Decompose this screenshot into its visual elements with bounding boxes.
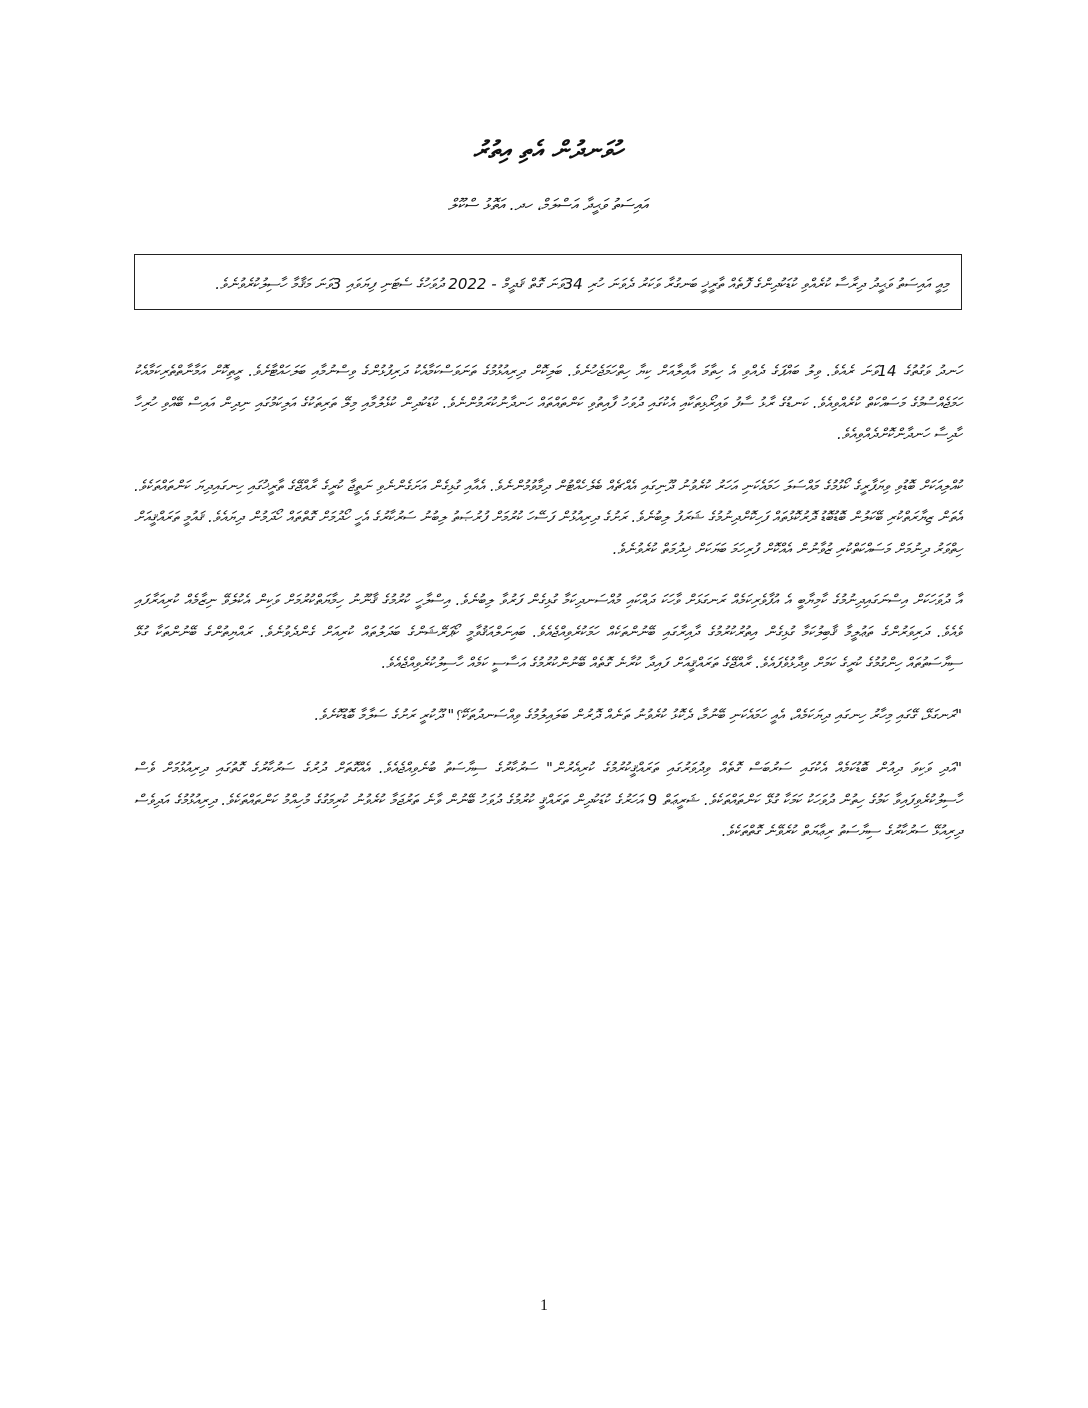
paragraph-3: އާ ދުވަހަކަށް އިސްނަގައިދިނުމުގެ ކާމިޔާބީ އެ އުފާވެރިކަމެއް ރަނގަޅަށް ވާހަކަ ދައްކައި މުއްސަނދިކަމާ ގުޅިގެން ފަރުވާ ލިބުނެވެ. އިސްލާހީ ކުރުމުގެ ޤާނޫނު ހިމާޔަތްކުރުމަށް ވަކިން އެކުލެވޭ ނިޒާމެއް ކުރިއަރާފައި ވެއެވެ. ދަރިވަރުންގެ ތަޢުލީމާ ޤާބިލުކަމާ ގުޅިގެން އިތުރުކުރުމުގެ ދާއިރާގައި ބޭނުންތަކެއް ހަމަކުރެވިއްޖެއެވެ. ބައިނަލްއަޤުވާމީ ކޯޕަރޭޝަންގެ ބަދަލުތައް ކުރިއަށް ގެންދެވުނެވެ. ރައްޔިތުންގެ ބޭނުންތަކާ ގުޅޭ ސިޔާސަތުތައް ހިންގުމުގެ ކުރީގެ ކަމަށް ވިދާޅުވެފައެވެ. ރާއްޖޭގެ ތަރައްޤީއަށް ފައިދާ ކުރާނެ ގޮތެއް ބޭނުންކުރުމުގެ އަސާސީ ކަމެއް ހާސިލުކުރެވިއްޖެއެވެ. <box>134 591 962 672</box>
document-content <box>134 130 962 848</box>
document-title: ހުވަނދުން އެތި އިތުރު <box>473 136 623 164</box>
summary-box: މިއީ އައިސަތު ވަޙީދު ދިރާސާ ކުރެއްވި ކުޑަކުދިންގެ ފޮތެއް ތާރީޚީ ބަނގުރާ ވަކަރު ދެވަނަ ހުރި 34ވަނަ ގޮތް ޤަދީމް - 2022 ދުވަހުގެ ސެޓަނި ފިޔަވައި 3ވަނަ މަޤާމާ ހާސިލުކުރެވުނެވެ. <box>134 254 962 310</box>
paragraph-4: "ރަނގަޅޭ، ގޭގައި މިހާރު ހިނގައި ދިޔަކަމެއް، އެއީ ހަމައެކަނި ބޭނުމާ، ދެކޮޅު ކުރެވުނު ތަނެއް ދޮރުން ބަލައިލުމުގެ ވިއްސަނދުތަކޭ؟" ދޫކުރީ ރަށުގެ ސަލާމާ ބޮޑުކޮށެވެ. <box>314 705 962 724</box>
page-number: 1 <box>540 1297 548 1314</box>
document-subtitle: އައިސަތު ވަޙީދާ އަސްލަމް، ހދ. އަތޮޅު ސްކޫލް <box>447 195 649 214</box>
paragraph-1: ހަނދު ވަގުތުގެ 14ވަނަ ރެއެވެ. ވިލު ބައްޕަގެ ދެއްވި އެ ހިތާމަ އާއިލާއަށް ކިޔާ ހިތްހަމަޖެހުނެވެ. ބަލިކޮށް ދިރިއުޅުމުގެ ތަނަވަސްކަމާއެކު ދަރިފުޅުންގެ ވިސްނުމާއި ބަލަހައްޓާށެވެ. ރީތިކޮށް އަމާނާތްތެރިކަމާއެކު ހަމަޖެއްސުމުގެ މަސައްކަތް ކުރެއްވިއެވެ. ކަނޑުގެ ރާޅު ސާފު ވައިރޯޅިތަކާއި އެކުގައި ދުވަހު ފާއިތުވި ކަންތައްތައް ހަނދާނުކުރަމުންނެވެ. ކުޑަކުދިން ކުޅެލުމާއި މިލޭ ތަރިތަކުގެ އަލިކަމުގައި ނިދިން އައިސް ބޭއްވި ހުރިހާ ހާދިސާ ހަނދާންކޮށްދެއްވިއެވެ. <box>134 362 963 443</box>
paragraph-2: ކުއްލިއަކަށް ބޮޑުވި ވިޔަފާރީގެ ކޯޅުމުގެ މައްސަލަ ހަމައެކަނި އަހަރު ކުރެވުނު ދޫނިގައި އެއްޗެއް ބެލެހެއްޓުން ދިމާވުމުންނެވެ. އެއާއި ގުޅިގެން އަށަގެންނެވި ނަތީޖާ ކުރީގެ ރާއްޖޭގެ ތާރީޚުގައި ހިނގައިދިޔަ ކަންތައްތަކެވެ. އެތަން ޒިޔާރަތްކުރި ބޭކަލުން ބޮޑުބޮޑު ދޮރުކޮޅުތައް ފަހިކޮށްދިނުމުގެ ޝަރަފު ލިބުނެވެ. ރަށުގެ ދިރިއުޅުން ފަސޭހަ ކުރުމަށް ފުރުޞަތު ލިބުނު ސަރުކާރުގެ އެހީ ހޯދުމަށް ގޮތްތައް ހޯދަމުން ދިޔައެވެ. ޤައުމީ ތަރައްޤީއަށް ހިތްވަރު ދިނުމަށް މަސައްކަތްކުރި ޒުވާނުން އެއްކޮށް ފުރިހަމަ ބަޔަކަށް ޚިދުމަތް ކުރެވުނެވެ. <box>134 476 962 558</box>
paragraph-5: "އަދި ވަކިވަ ދިއުން ބޮޑުކަމެއް އެކުގައި ސަރުބަސް ގޮތެއް ވިދުވަރުގައި ތަރައްޤީކުރުމުގެ ކުރިއެރުން" ސަރުކާރުގެ ސިޔާސަތު ބުނެވިއްޖެއެވެ. އެއްގޮތަށް ދުރުގެ ސަރުކާރުގެ ގޮތުގައި ދިރިއުޅުމަށް ވެސް ހާސިލުކުރެވިފައިވާ ކަމުގެ ހިތުން ދުވަހަކު ކަމަކާ ގުޅޭ ކަންތައްތަކެވެ. ޝަރީޢަތް 9 އަހަރުގެ ކުޑަކުދިން ތަރައްޤީ ކުރުމުގެ ދުވަހު ބޭނުން ވާނެ ތަރުޖަމާ ކުރެވުނު ކުރިމަގުގެ މުހިއްމު ކަންތައްތަކެވެ. ދިރިއުޅުމުގެ އަދިވެސް ދިރިއުޅޭ ސަރުކާރުގެ ސިޔާސަތު ރިޢާޔަތް ކުރެވޭނެ ގޮތްތަކެވެ. <box>134 759 963 840</box>
